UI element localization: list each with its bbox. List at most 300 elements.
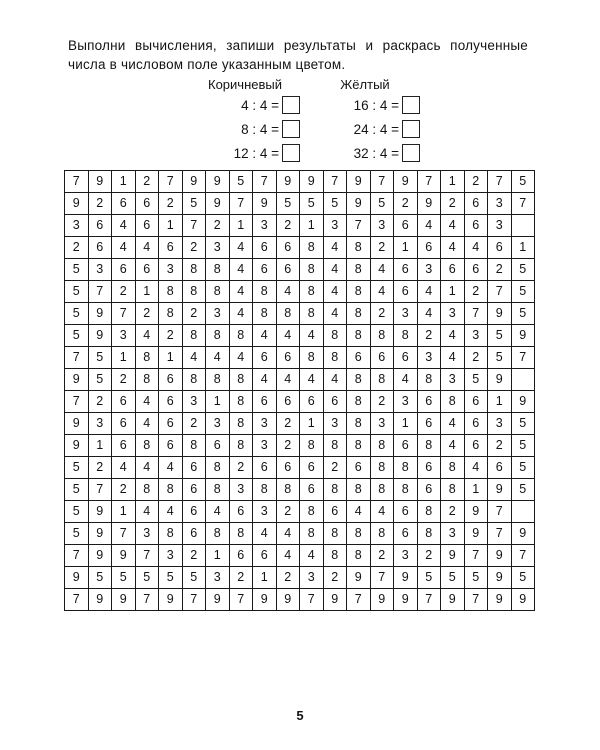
grid-cell[interactable]: 7: [182, 215, 206, 237]
grid-cell[interactable]: 3: [206, 567, 230, 589]
grid-cell[interactable]: 8: [206, 479, 230, 501]
grid-cell[interactable]: 2: [182, 303, 206, 325]
grid-cell[interactable]: 2: [464, 281, 488, 303]
grid-cell[interactable]: 4: [253, 325, 277, 347]
grid-cell[interactable]: 3: [112, 325, 136, 347]
grid-cell[interactable]: 8: [229, 523, 253, 545]
grid-cell[interactable]: 1: [394, 413, 418, 435]
grid-cell[interactable]: 6: [253, 457, 277, 479]
grid-cell[interactable]: 8: [417, 369, 441, 391]
grid-cell[interactable]: 6: [464, 413, 488, 435]
grid-cell[interactable]: 7: [488, 281, 512, 303]
grid-cell[interactable]: 6: [112, 391, 136, 413]
grid-cell[interactable]: 5: [511, 171, 535, 193]
grid-cell[interactable]: 9: [159, 589, 183, 611]
grid-cell[interactable]: 5: [464, 369, 488, 391]
grid-cell[interactable]: 9: [65, 435, 89, 457]
grid-cell[interactable]: 9: [488, 589, 512, 611]
grid-cell[interactable]: 4: [417, 281, 441, 303]
grid-cell[interactable]: 3: [441, 303, 465, 325]
grid-cell[interactable]: 2: [394, 193, 418, 215]
grid-cell[interactable]: 8: [135, 347, 159, 369]
grid-cell[interactable]: 6: [229, 545, 253, 567]
grid-cell[interactable]: 1: [206, 545, 230, 567]
grid-cell[interactable]: 8: [182, 435, 206, 457]
grid-cell[interactable]: 5: [65, 281, 89, 303]
grid-cell[interactable]: 9: [488, 567, 512, 589]
grid-cell[interactable]: 8: [253, 303, 277, 325]
grid-cell[interactable]: 5: [511, 413, 535, 435]
grid-cell[interactable]: 9: [511, 325, 535, 347]
grid-cell[interactable]: 8: [206, 523, 230, 545]
grid-cell[interactable]: 6: [253, 347, 277, 369]
grid-cell[interactable]: 2: [112, 281, 136, 303]
grid-cell[interactable]: 8: [323, 347, 347, 369]
grid-cell[interactable]: 4: [276, 369, 300, 391]
grid-cell[interactable]: 8: [229, 413, 253, 435]
answer-box[interactable]: [402, 96, 420, 114]
grid-cell[interactable]: 8: [323, 523, 347, 545]
grid-cell[interactable]: 3: [182, 391, 206, 413]
grid-cell[interactable]: 8: [347, 523, 371, 545]
grid-cell[interactable]: 6: [88, 215, 112, 237]
grid-cell[interactable]: 6: [253, 237, 277, 259]
grid-cell[interactable]: 2: [441, 193, 465, 215]
grid-cell[interactable]: 4: [112, 237, 136, 259]
grid-cell[interactable]: 3: [135, 523, 159, 545]
grid-cell[interactable]: 9: [88, 171, 112, 193]
grid-cell[interactable]: 7: [135, 589, 159, 611]
grid-cell[interactable]: 3: [370, 215, 394, 237]
grid-cell[interactable]: 7: [65, 391, 89, 413]
grid-cell[interactable]: 3: [300, 567, 324, 589]
grid-cell[interactable]: 5: [88, 347, 112, 369]
grid-cell[interactable]: 4: [417, 303, 441, 325]
grid-cell[interactable]: 3: [417, 259, 441, 281]
grid-cell[interactable]: 7: [112, 523, 136, 545]
grid-cell[interactable]: 8: [323, 545, 347, 567]
grid-cell[interactable]: 3: [253, 413, 277, 435]
grid-cell[interactable]: 4: [112, 457, 136, 479]
grid-cell[interactable]: 4: [253, 369, 277, 391]
grid-cell[interactable]: 6: [182, 501, 206, 523]
grid-cell[interactable]: 8: [323, 325, 347, 347]
grid-cell[interactable]: 6: [135, 215, 159, 237]
grid-cell[interactable]: 2: [112, 369, 136, 391]
grid-cell[interactable]: 9: [347, 171, 371, 193]
grid-cell[interactable]: 7: [511, 347, 535, 369]
grid-cell[interactable]: 9: [488, 479, 512, 501]
grid-cell[interactable]: 6: [276, 237, 300, 259]
grid-cell[interactable]: 8: [370, 325, 394, 347]
grid-cell[interactable]: 4: [370, 281, 394, 303]
grid-cell[interactable]: 8: [159, 281, 183, 303]
grid-cell[interactable]: 3: [417, 347, 441, 369]
grid-cell[interactable]: 8: [229, 369, 253, 391]
grid-cell[interactable]: 7: [511, 545, 535, 567]
grid-cell[interactable]: 6: [253, 259, 277, 281]
grid-cell[interactable]: 8: [441, 479, 465, 501]
grid-cell[interactable]: 8: [347, 303, 371, 325]
grid-cell[interactable]: 6: [112, 193, 136, 215]
grid-cell[interactable]: 7: [347, 589, 371, 611]
grid-cell[interactable]: 2: [276, 501, 300, 523]
grid-cell[interactable]: 5: [135, 567, 159, 589]
grid-cell[interactable]: 4: [441, 215, 465, 237]
grid-cell[interactable]: 7: [253, 171, 277, 193]
grid-cell[interactable]: 6: [370, 347, 394, 369]
grid-cell[interactable]: 7: [135, 545, 159, 567]
grid-cell[interactable]: 3: [394, 545, 418, 567]
grid-cell[interactable]: 8: [229, 325, 253, 347]
grid-cell[interactable]: 1: [300, 413, 324, 435]
grid-cell[interactable]: 5: [417, 567, 441, 589]
grid-cell[interactable]: 2: [159, 193, 183, 215]
grid-cell[interactable]: 7: [511, 193, 535, 215]
grid-cell[interactable]: 7: [88, 281, 112, 303]
grid-cell[interactable]: 2: [206, 215, 230, 237]
grid-cell[interactable]: 4: [464, 457, 488, 479]
grid-cell[interactable]: 4: [135, 237, 159, 259]
grid-cell[interactable]: 6: [347, 347, 371, 369]
grid-cell[interactable]: 8: [370, 479, 394, 501]
grid-cell[interactable]: 5: [276, 193, 300, 215]
grid-cell[interactable]: 6: [112, 259, 136, 281]
grid-cell[interactable]: 6: [464, 193, 488, 215]
grid-cell[interactable]: 7: [370, 171, 394, 193]
grid-cell[interactable]: 9: [464, 501, 488, 523]
grid-cell[interactable]: 4: [323, 303, 347, 325]
grid-cell[interactable]: 9: [276, 589, 300, 611]
grid-cell[interactable]: 5: [65, 523, 89, 545]
grid-cell[interactable]: 8: [159, 479, 183, 501]
grid-cell[interactable]: 8: [300, 523, 324, 545]
grid-cell[interactable]: 8: [347, 391, 371, 413]
grid-cell[interactable]: 4: [441, 347, 465, 369]
grid-cell[interactable]: 9: [488, 303, 512, 325]
grid-cell[interactable]: 7: [229, 589, 253, 611]
grid-cell[interactable]: 8: [182, 259, 206, 281]
grid-cell[interactable]: 9: [511, 391, 535, 413]
grid-cell[interactable]: 5: [159, 567, 183, 589]
grid-cell[interactable]: 6: [88, 237, 112, 259]
grid-cell[interactable]: 6: [112, 435, 136, 457]
answer-box[interactable]: [282, 120, 300, 138]
grid-cell[interactable]: 2: [88, 457, 112, 479]
grid-cell[interactable]: 2: [135, 303, 159, 325]
grid-cell[interactable]: 8: [347, 259, 371, 281]
grid-cell[interactable]: 9: [253, 193, 277, 215]
grid-cell[interactable]: 3: [323, 413, 347, 435]
grid-cell[interactable]: 2: [370, 545, 394, 567]
answer-box[interactable]: [402, 144, 420, 162]
grid-cell[interactable]: 9: [88, 545, 112, 567]
grid-cell[interactable]: 8: [135, 369, 159, 391]
grid-cell[interactable]: 3: [441, 369, 465, 391]
grid-cell[interactable]: 2: [135, 171, 159, 193]
grid-cell[interactable]: 6: [276, 259, 300, 281]
grid-cell[interactable]: 5: [511, 259, 535, 281]
grid-cell[interactable]: 8: [253, 281, 277, 303]
grid-cell[interactable]: 5: [229, 171, 253, 193]
grid-cell[interactable]: 9: [88, 325, 112, 347]
grid-cell[interactable]: 2: [276, 567, 300, 589]
grid-cell[interactable]: 8: [347, 369, 371, 391]
grid-cell[interactable]: 4: [276, 281, 300, 303]
grid-cell[interactable]: 4: [323, 369, 347, 391]
grid-cell[interactable]: 5: [88, 567, 112, 589]
grid-cell[interactable]: 5: [65, 479, 89, 501]
grid-cell[interactable]: 6: [253, 391, 277, 413]
grid-cell[interactable]: 6: [417, 479, 441, 501]
grid-cell[interactable]: 9: [441, 545, 465, 567]
grid-cell[interactable]: 2: [370, 303, 394, 325]
grid-cell[interactable]: 4: [300, 545, 324, 567]
grid-cell[interactable]: 6: [206, 435, 230, 457]
grid-cell[interactable]: 6: [394, 501, 418, 523]
grid-cell[interactable]: 9: [88, 501, 112, 523]
grid-cell[interactable]: 2: [323, 457, 347, 479]
grid-cell[interactable]: 1: [253, 567, 277, 589]
grid-cell[interactable]: 8: [276, 479, 300, 501]
grid-cell[interactable]: 4: [441, 413, 465, 435]
grid-cell[interactable]: 6: [464, 391, 488, 413]
grid-cell[interactable]: 4: [417, 215, 441, 237]
grid-cell[interactable]: 7: [347, 215, 371, 237]
grid-cell[interactable]: 9: [276, 171, 300, 193]
grid-cell[interactable]: 4: [135, 391, 159, 413]
grid-cell[interactable]: 5: [488, 347, 512, 369]
grid-cell[interactable]: 7: [464, 303, 488, 325]
grid-cell[interactable]: 1: [88, 435, 112, 457]
grid-cell[interactable]: 4: [323, 237, 347, 259]
grid-cell[interactable]: 7: [417, 171, 441, 193]
grid-cell[interactable]: 3: [394, 391, 418, 413]
grid-cell[interactable]: 7: [464, 589, 488, 611]
grid-cell[interactable]: 9: [511, 589, 535, 611]
grid-cell[interactable]: 7: [488, 171, 512, 193]
grid-cell[interactable]: 7: [159, 171, 183, 193]
grid-cell[interactable]: 1: [112, 171, 136, 193]
grid-cell[interactable]: 6: [323, 391, 347, 413]
grid-cell[interactable]: 8: [394, 479, 418, 501]
grid-cell[interactable]: 5: [65, 457, 89, 479]
grid-cell[interactable]: 1: [229, 215, 253, 237]
grid-cell[interactable]: 5: [511, 479, 535, 501]
grid-cell[interactable]: 8: [370, 457, 394, 479]
grid-cell[interactable]: 8: [300, 303, 324, 325]
grid-cell[interactable]: 2: [488, 259, 512, 281]
grid-cell[interactable]: 1: [159, 215, 183, 237]
grid-cell[interactable]: 2: [182, 237, 206, 259]
grid-cell[interactable]: 6: [417, 237, 441, 259]
grid-cell[interactable]: 5: [323, 193, 347, 215]
grid-cell[interactable]: 3: [159, 259, 183, 281]
grid-cell[interactable]: 9: [511, 523, 535, 545]
grid-cell[interactable]: 8: [347, 325, 371, 347]
grid-cell[interactable]: 2: [464, 171, 488, 193]
grid-cell[interactable]: 1: [206, 391, 230, 413]
grid-cell[interactable]: 6: [159, 391, 183, 413]
grid-cell[interactable]: 4: [229, 347, 253, 369]
grid-cell[interactable]: 9: [488, 369, 512, 391]
grid-cell[interactable]: 7: [464, 545, 488, 567]
grid-cell[interactable]: 8: [323, 435, 347, 457]
grid-cell[interactable]: 8: [370, 369, 394, 391]
grid-cell[interactable]: 7: [65, 171, 89, 193]
grid-cell[interactable]: 6: [182, 479, 206, 501]
grid-cell[interactable]: 4: [323, 259, 347, 281]
grid-cell[interactable]: 4: [441, 237, 465, 259]
grid-cell[interactable]: 4: [370, 501, 394, 523]
answer-box[interactable]: [282, 144, 300, 162]
grid-cell[interactable]: 8: [182, 281, 206, 303]
grid-cell[interactable]: 6: [394, 259, 418, 281]
grid-cell[interactable]: 9: [88, 589, 112, 611]
grid-cell[interactable]: 6: [488, 457, 512, 479]
grid-cell[interactable]: 8: [441, 391, 465, 413]
grid-cell[interactable]: 8: [370, 435, 394, 457]
grid-cell[interactable]: 6: [135, 193, 159, 215]
grid-cell[interactable]: 4: [276, 545, 300, 567]
grid-cell[interactable]: 2: [112, 479, 136, 501]
grid-cell[interactable]: 4: [347, 501, 371, 523]
grid-cell[interactable]: 8: [182, 325, 206, 347]
grid-cell[interactable]: 4: [112, 215, 136, 237]
grid-cell[interactable]: 5: [488, 325, 512, 347]
grid-cell[interactable]: 8: [206, 457, 230, 479]
grid-cell[interactable]: 8: [300, 501, 324, 523]
grid-cell[interactable]: 8: [159, 523, 183, 545]
grid-cell[interactable]: 4: [182, 347, 206, 369]
grid-cell[interactable]: 9: [88, 303, 112, 325]
grid-cell[interactable]: 6: [464, 435, 488, 457]
grid-cell[interactable]: 8: [347, 281, 371, 303]
grid-cell[interactable]: 6: [253, 545, 277, 567]
grid-cell[interactable]: 4: [229, 237, 253, 259]
grid-cell[interactable]: 3: [488, 215, 512, 237]
grid-cell[interactable]: 2: [229, 457, 253, 479]
grid-cell[interactable]: 1: [488, 391, 512, 413]
grid-cell[interactable]: 1: [511, 237, 535, 259]
grid-cell[interactable]: 6: [394, 523, 418, 545]
grid-cell[interactable]: 3: [370, 413, 394, 435]
grid-cell[interactable]: 8: [394, 457, 418, 479]
grid-cell[interactable]: 5: [88, 369, 112, 391]
grid-cell[interactable]: 6: [182, 457, 206, 479]
grid-cell[interactable]: 6: [159, 369, 183, 391]
grid-cell[interactable]: 2: [159, 325, 183, 347]
grid-cell[interactable]: 3: [229, 479, 253, 501]
grid-cell[interactable]: 6: [464, 259, 488, 281]
grid-cell[interactable]: 6: [159, 237, 183, 259]
grid-cell[interactable]: 4: [370, 259, 394, 281]
grid-cell[interactable]: 2: [88, 193, 112, 215]
grid-cell[interactable]: 3: [88, 413, 112, 435]
grid-cell[interactable]: 4: [464, 237, 488, 259]
grid-cell[interactable]: 3: [88, 259, 112, 281]
grid-cell[interactable]: 4: [159, 501, 183, 523]
grid-cell[interactable]: 8: [441, 457, 465, 479]
grid-cell[interactable]: 5: [112, 567, 136, 589]
grid-cell[interactable]: 6: [488, 237, 512, 259]
grid-cell[interactable]: 8: [229, 435, 253, 457]
grid-cell[interactable]: 8: [206, 325, 230, 347]
grid-cell[interactable]: 6: [417, 413, 441, 435]
grid-cell[interactable]: 9: [65, 193, 89, 215]
grid-cell[interactable]: 8: [323, 479, 347, 501]
grid-cell[interactable]: 3: [206, 237, 230, 259]
grid-cell[interactable]: [511, 215, 535, 237]
grid-cell[interactable]: 2: [370, 237, 394, 259]
grid-cell[interactable]: 9: [253, 589, 277, 611]
grid-cell[interactable]: 8: [394, 325, 418, 347]
grid-cell[interactable]: 1: [394, 237, 418, 259]
grid-cell[interactable]: 2: [276, 413, 300, 435]
grid-cell[interactable]: 2: [441, 501, 465, 523]
grid-cell[interactable]: 6: [394, 347, 418, 369]
grid-cell[interactable]: 4: [253, 523, 277, 545]
grid-cell[interactable]: 9: [488, 545, 512, 567]
grid-cell[interactable]: 8: [417, 501, 441, 523]
grid-cell[interactable]: 7: [370, 567, 394, 589]
grid-cell[interactable]: 2: [182, 545, 206, 567]
grid-cell[interactable]: 9: [394, 567, 418, 589]
grid-cell[interactable]: 2: [276, 435, 300, 457]
grid-cell[interactable]: 3: [323, 215, 347, 237]
grid-cell[interactable]: 9: [441, 589, 465, 611]
grid-cell[interactable]: 6: [276, 391, 300, 413]
grid-cell[interactable]: 3: [206, 413, 230, 435]
grid-cell[interactable]: 4: [276, 325, 300, 347]
grid-cell[interactable]: 4: [276, 523, 300, 545]
grid-cell[interactable]: 7: [65, 545, 89, 567]
grid-cell[interactable]: 4: [300, 325, 324, 347]
grid-cell[interactable]: 5: [511, 281, 535, 303]
grid-cell[interactable]: 9: [65, 413, 89, 435]
grid-cell[interactable]: 8: [347, 479, 371, 501]
grid-cell[interactable]: 5: [300, 193, 324, 215]
grid-cell[interactable]: [511, 369, 535, 391]
grid-cell[interactable]: 7: [65, 347, 89, 369]
grid-cell[interactable]: 6: [394, 435, 418, 457]
grid-cell[interactable]: 5: [511, 567, 535, 589]
grid-cell[interactable]: 7: [229, 193, 253, 215]
grid-cell[interactable]: 5: [464, 567, 488, 589]
grid-cell[interactable]: 7: [488, 501, 512, 523]
grid-cell[interactable]: 8: [159, 303, 183, 325]
answer-box[interactable]: [282, 96, 300, 114]
grid-cell[interactable]: 4: [229, 281, 253, 303]
grid-cell[interactable]: 8: [347, 435, 371, 457]
grid-cell[interactable]: 5: [65, 303, 89, 325]
grid-cell[interactable]: 7: [300, 589, 324, 611]
grid-cell[interactable]: 4: [441, 325, 465, 347]
grid-cell[interactable]: 8: [182, 369, 206, 391]
grid-cell[interactable]: 9: [112, 589, 136, 611]
grid-cell[interactable]: 1: [159, 347, 183, 369]
grid-cell[interactable]: 6: [276, 457, 300, 479]
grid-cell[interactable]: 8: [300, 347, 324, 369]
grid-cell[interactable]: 6: [300, 479, 324, 501]
grid-cell[interactable]: 6: [417, 457, 441, 479]
grid-cell[interactable]: 4: [300, 369, 324, 391]
grid-cell[interactable]: 3: [441, 523, 465, 545]
grid-cell[interactable]: 4: [159, 457, 183, 479]
grid-cell[interactable]: 2: [182, 413, 206, 435]
grid-cell[interactable]: 8: [206, 281, 230, 303]
grid-cell[interactable]: 3: [488, 193, 512, 215]
